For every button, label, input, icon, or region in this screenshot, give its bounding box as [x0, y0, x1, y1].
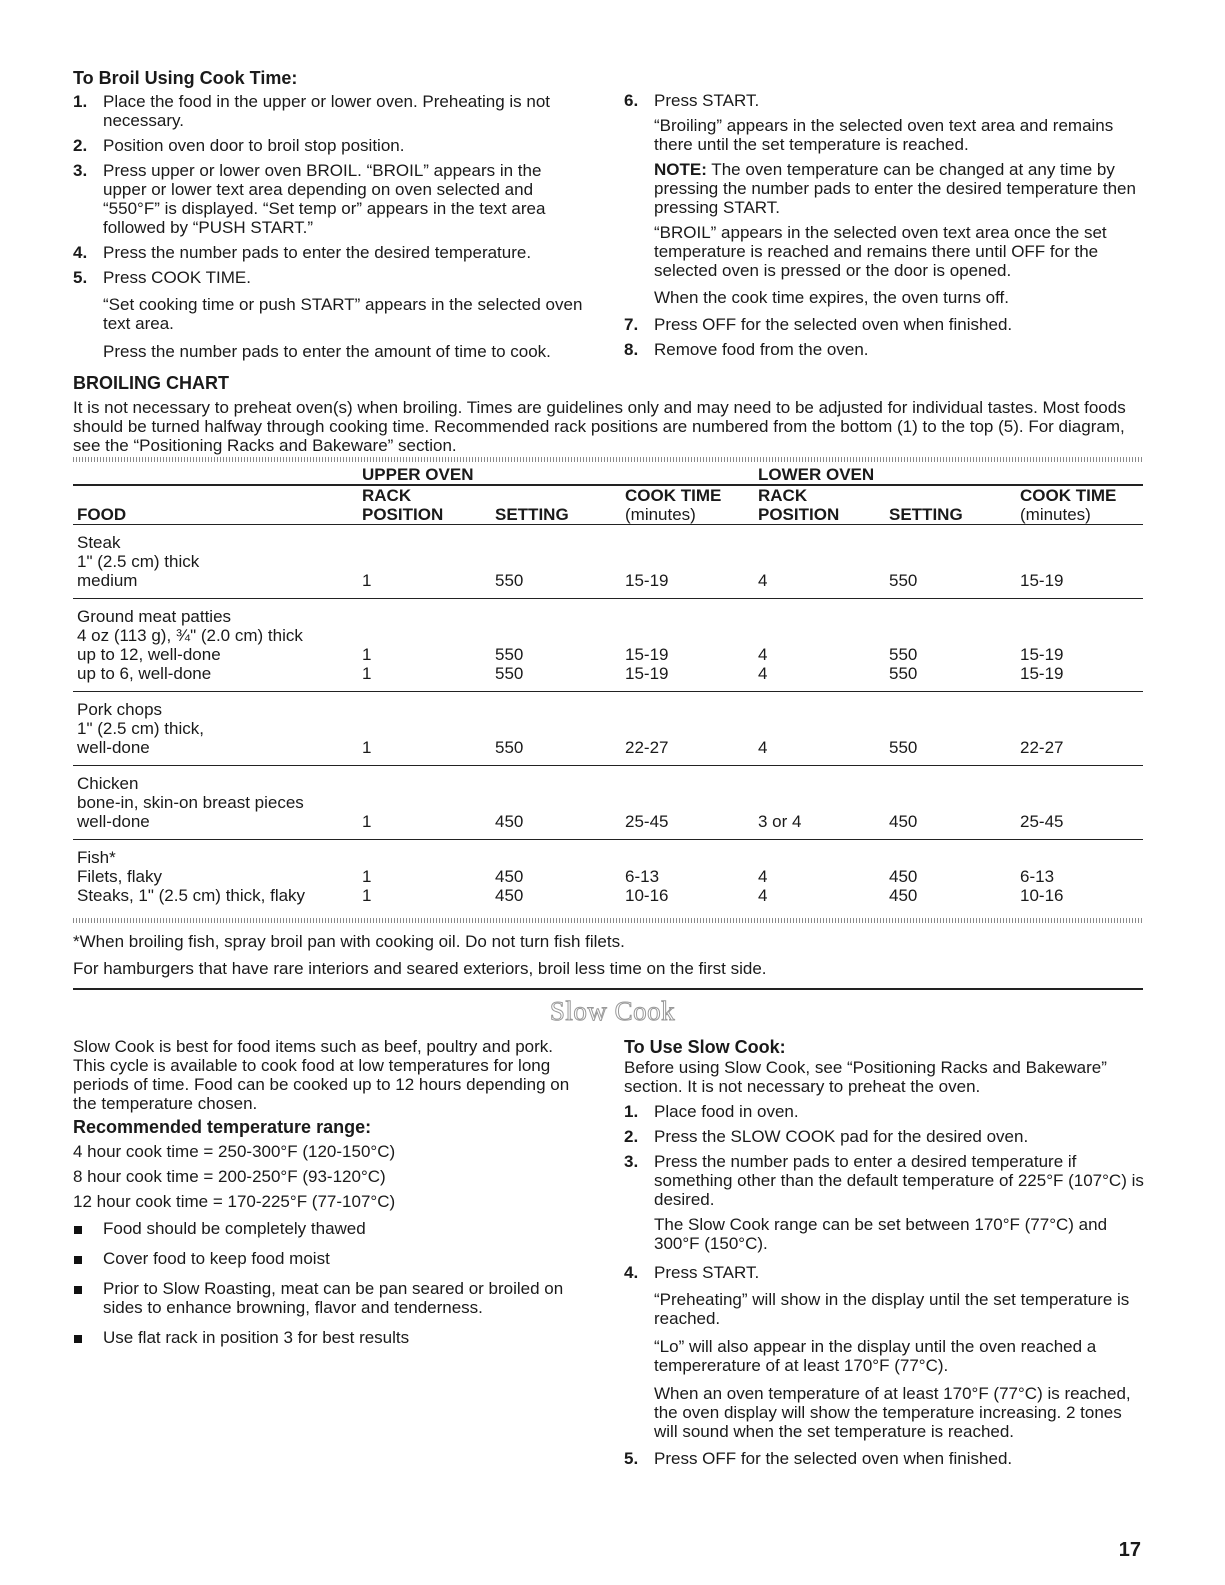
lower-setting-cell [885, 626, 1016, 645]
step-number: 2. [73, 136, 88, 155]
step-number: 8. [624, 340, 639, 359]
upper-setting-cell: 550 [495, 645, 524, 664]
broil-step-3 [73, 161, 583, 237]
upper-setting-cell: 450 [495, 886, 524, 905]
food-group [73, 599, 1143, 692]
step-number: 4. [73, 243, 88, 262]
food-name: Chicken [77, 774, 139, 793]
chart-footnotes [73, 932, 767, 986]
upper-cook-time-cell [621, 626, 754, 645]
upper-cook-time-cell: 22-27 [621, 738, 754, 766]
table-row [73, 867, 1143, 886]
upper-cook-time-cell: 25-45 [621, 812, 754, 840]
note [654, 160, 1144, 217]
range-8-hour: 8 hour cook time = 200-250°F (93-120°C) [73, 1167, 386, 1186]
upper-cook-time-cell: 6-13 [625, 867, 660, 886]
upper-rack-cell: 1 [362, 645, 372, 664]
lower-rack-cell: 4 [758, 645, 768, 664]
upper-cook-time-cell [621, 793, 754, 812]
lower-rack-cell: 4 [754, 571, 885, 599]
upper-rack-cell: 1 [358, 571, 491, 599]
step-paragraph: “Preheating” will show in the display until the set temperature is reached. [654, 1290, 1130, 1328]
step-number: 6. [624, 91, 639, 110]
slow-step-2 [624, 1127, 1144, 1146]
upper-rack-cell: 1 [362, 867, 372, 886]
slow-step-3 [624, 1152, 1144, 1253]
step-text: Place the food in the upper or lower oven. Preheating is not necessary. [103, 92, 551, 130]
footnote-fish: *When broiling fish, spray broil pan with cooking oil. Do not turn fish filets. [73, 932, 625, 951]
upper-oven-header: UPPER OVEN [362, 465, 474, 484]
lower-cook-time-cell [1016, 552, 1143, 571]
range-4-hour: 4 hour cook time = 250-300°F (120-150°C) [73, 1142, 396, 1161]
col-food: FOOD [73, 486, 358, 525]
lower-rack-cell [754, 626, 885, 645]
lower-setting-cell: 450 [889, 867, 918, 886]
step-text: Press COOK TIME. [103, 268, 251, 287]
upper-setting-cell [491, 719, 621, 738]
table-row [73, 664, 1143, 692]
food-detail: 1" (2.5 cm) thick, [77, 719, 204, 738]
col-lower-cook-time: COOK TIME (minutes) [1016, 486, 1143, 525]
food-detail: 1" (2.5 cm) thick [77, 552, 200, 571]
lower-setting-cell: 550 [885, 738, 1016, 766]
upper-cook-time-cell [621, 552, 754, 571]
table-row [73, 886, 1143, 913]
table-row [73, 738, 1143, 766]
upper-rack-cell: 1 [358, 738, 491, 766]
table-row [73, 571, 1143, 599]
food-group-header-row [73, 766, 1143, 794]
lower-cook-time-cell: 10-16 [1020, 886, 1064, 905]
upper-cook-time-cell: 10-16 [625, 886, 669, 905]
upper-setting-cell [491, 552, 621, 571]
step-text: Press the number pads to enter the desired temperature. [103, 243, 532, 262]
lower-setting-cell: 450 [885, 812, 1016, 840]
col-upper-cook-time: COOK TIME (minutes) [621, 486, 754, 525]
lower-rack-cell [754, 793, 885, 812]
upper-setting-cell [491, 626, 621, 645]
upper-setting-cell: 450 [495, 867, 524, 886]
lower-rack-cell: 4 [758, 867, 768, 886]
upper-cook-time-cell: 15-19 [621, 571, 754, 599]
food-detail: 4 oz (113 g), ¾" (2.0 cm) thick [77, 626, 303, 645]
step-paragraph: “Set cooking time or push START” appears in the selected oven text area. [103, 295, 583, 333]
lower-rack-cell: 4 [758, 886, 768, 905]
step-text: Press upper or lower oven BROIL. “BROIL” appears in the upper or lower text area depending on oven selected and “550°F” is displayed. “Set temp or” appears in the text area followed by “PUSH START.” [103, 161, 546, 237]
step-number: 1. [624, 1102, 639, 1121]
lower-setting-cell [885, 552, 1016, 571]
table-header-spacer [73, 465, 358, 485]
upper-rack-cell: 1 [362, 886, 372, 905]
food-detail: Filets, flaky [77, 867, 163, 886]
lower-oven-header: LOWER OVEN [758, 465, 875, 484]
broil-step-5 [73, 268, 583, 361]
food-name: Steak [77, 533, 121, 552]
broil-step-1 [73, 92, 583, 130]
lower-cook-time-cell: 22-27 [1016, 738, 1143, 766]
section-divider [73, 988, 1143, 990]
step-number: 5. [624, 1449, 639, 1468]
food-group [73, 840, 1143, 914]
food-group [73, 766, 1143, 840]
step-number: 1. [73, 92, 88, 111]
lower-cook-time-cell [1016, 626, 1143, 645]
slow-step-1 [624, 1102, 1144, 1121]
food-name: Ground meat patties [77, 607, 232, 626]
lower-cook-time-cell: 25-45 [1016, 812, 1143, 840]
food-group-header-row [73, 599, 1143, 627]
lower-rack-cell: 4 [754, 664, 885, 692]
col-lower-setting: SETTING [885, 486, 1016, 525]
upper-rack-cell: 1 [358, 664, 491, 692]
step-text: Press OFF for the selected oven when finished. [654, 1449, 1013, 1468]
lower-rack-cell: 4 [754, 738, 885, 766]
food-group [73, 525, 1143, 599]
page-number: 17 [1118, 1539, 1141, 1561]
step-text: Press START. [654, 1263, 760, 1282]
step-paragraph: When an oven temperature of at least 170°F (77°C) is reached, the oven display will show the temperature increasing. 2 tones will sound when the set temperature is reached. [654, 1384, 1131, 1441]
slow-cook-right [624, 1037, 1144, 1474]
slow-cook-left [73, 1037, 588, 1358]
broil-step-4 [73, 243, 583, 262]
slow-cook-intro: Slow Cook is best for food items such as beef, poultry and pork. This cycle is available to cook food at low temperatures for long periods of time. Food can be cooked up to 12 hours depending on the temperature chosen. [73, 1037, 570, 1113]
lower-rack-cell: 3 or 4 [754, 812, 885, 840]
food-detail: up to 6, well-done [73, 664, 358, 692]
upper-setting-cell: 550 [491, 738, 621, 766]
food-name: Pork chops [77, 700, 163, 719]
dotted-divider [73, 918, 1143, 923]
upper-cook-time-cell: 15-19 [625, 645, 669, 664]
dotted-divider [73, 457, 1143, 462]
broil-step-2 [73, 136, 583, 155]
upper-setting-cell: 550 [491, 571, 621, 599]
lower-setting-cell: 550 [885, 664, 1016, 692]
broiling-chart-title: BROILING CHART [73, 373, 229, 393]
step-paragraph: Press the number pads to enter the amount of time to cook. [103, 342, 551, 361]
step-text: Press START. [654, 91, 760, 110]
upper-setting-cell: 450 [491, 812, 621, 840]
slow-step-4 [624, 1263, 1144, 1441]
step-text: Press the number pads to enter a desired temperature if something other than the default temperature of 225°F (107°C) is desired. [654, 1152, 1144, 1209]
lower-cook-time-cell: 15-19 [1020, 645, 1064, 664]
lower-setting-cell: 550 [889, 645, 918, 664]
broil-steps-right [624, 91, 1144, 365]
step-paragraph: “BROIL” appears in the selected oven text area once the set temperature is reached and remains there until OFF for the selected oven is pressed or the door is opened. [654, 223, 1107, 280]
col-upper-rack: RACK POSITION [358, 486, 491, 525]
lower-setting-cell [885, 793, 1016, 812]
col-lower-rack: RACK POSITION [754, 486, 885, 525]
food-group-header-row [73, 525, 1143, 553]
step-paragraph: “Broiling” appears in the selected oven text area and remains there until the set temperature is reached. [654, 116, 1114, 154]
lower-cook-time-cell [1016, 793, 1143, 812]
step-paragraph: The Slow Cook range can be set between 170°F (77°C) and 300°F (150°C). [654, 1215, 1108, 1253]
food-detail: bone-in, skin-on breast pieces [77, 793, 304, 812]
step-number: 3. [73, 161, 88, 180]
col-upper-setting: SETTING [491, 486, 621, 525]
bullet-item: Food should be completely thawed [73, 1219, 588, 1238]
step-number: 2. [624, 1127, 639, 1146]
table-row [73, 645, 1143, 664]
lower-cook-time-cell [1016, 719, 1143, 738]
food-detail: Steaks, 1" (2.5 cm) thick, flaky [77, 886, 306, 905]
lower-rack-cell [754, 719, 885, 738]
lower-setting-cell: 550 [885, 571, 1016, 599]
step-text: Place food in oven. [654, 1102, 799, 1121]
slow-cook-title: Slow Cook [549, 996, 676, 1026]
lower-cook-time-cell: 15-19 [1016, 664, 1143, 692]
upper-rack-cell [358, 719, 491, 738]
note-text: The oven temperature can be changed at any time by pressing the number pads to enter the desired temperature then pressing START. [654, 160, 1136, 217]
bullet-item: Use flat rack in position 3 for best results [73, 1328, 588, 1347]
lower-cook-time-cell: 15-19 [1016, 571, 1143, 599]
upper-setting-cell [491, 793, 621, 812]
lower-setting-cell: 450 [889, 886, 918, 905]
range-12-hour: 12 hour cook time = 170-225°F (77-107°C) [73, 1192, 396, 1211]
food-group [73, 692, 1143, 766]
upper-rack-cell: 1 [358, 812, 491, 840]
food-name: Fish* [77, 848, 116, 867]
lower-rack-cell [754, 552, 885, 571]
step-number: 5. [73, 268, 88, 287]
broiling-chart-intro: It is not necessary to preheat oven(s) when broiling. Times are guidelines only and may need to be adjusted for individual tastes. Most foods should be turned halfway through cooking time. Recommended rack positions are numbered from the bottom (1) to the top (5). For diagram, see the “Positioning Racks and Bakeware” section. [73, 398, 1126, 455]
step-text: Press the SLOW COOK pad for the desired oven. [654, 1127, 1029, 1146]
note-label: NOTE: [654, 160, 707, 179]
step-number: 3. [624, 1152, 639, 1171]
food-detail: well-done [73, 812, 358, 840]
broil-steps-left [73, 68, 583, 367]
step-number: 4. [624, 1263, 639, 1282]
upper-setting-cell: 550 [491, 664, 621, 692]
use-slow-cook-intro: Before using Slow Cook, see “Positioning Racks and Bakeware” section. It is not necessary to preheat the oven. [624, 1058, 1107, 1096]
step-number: 7. [624, 315, 639, 334]
table-row [73, 552, 1143, 571]
table-row [73, 626, 1143, 645]
use-slow-cook-heading: To Use Slow Cook: [624, 1037, 786, 1057]
upper-rack-cell [358, 793, 491, 812]
food-group-header-row [73, 692, 1143, 720]
bullet-item: Cover food to keep food moist [73, 1249, 588, 1268]
slow-step-5 [624, 1449, 1144, 1468]
upper-rack-cell [358, 626, 491, 645]
step-text: Position oven door to broil stop position. [103, 136, 405, 155]
upper-cook-time-cell: 15-19 [621, 664, 754, 692]
table-row [73, 812, 1143, 840]
broil-step-7 [624, 315, 1144, 334]
upper-cook-time-cell [621, 719, 754, 738]
broil-step-6 [624, 91, 1144, 307]
footnote-hamburgers: For hamburgers that have rare interiors and seared exteriors, broil less time on the first side. [73, 959, 767, 978]
food-detail: up to 12, well-done [77, 645, 221, 664]
bullet-item: Prior to Slow Roasting, meat can be pan seared or broiled on sides to enhance browning, flavor and tenderness. [73, 1279, 588, 1317]
upper-rack-cell [358, 552, 491, 571]
lower-setting-cell [885, 719, 1016, 738]
step-paragraph: “Lo” will also appear in the display until the oven reached a tempererature of at least 170°F (77°C). [654, 1337, 1097, 1375]
food-detail: well-done [73, 738, 358, 766]
food-group-header-row [73, 840, 1143, 868]
step-text: Remove food from the oven. [654, 340, 869, 359]
lower-cook-time-cell: 6-13 [1020, 867, 1055, 886]
food-detail: medium [73, 571, 358, 599]
table-row [73, 793, 1143, 812]
step-text: Press OFF for the selected oven when finished. [654, 315, 1013, 334]
broil-cook-time-heading: To Broil Using Cook Time: [73, 68, 298, 88]
temperature-range-heading: Recommended temperature range: [73, 1117, 372, 1137]
broiling-chart-table [73, 465, 1143, 913]
table-row [73, 719, 1143, 738]
step-paragraph: When the cook time expires, the oven turns off. [654, 288, 1009, 307]
broil-step-8 [624, 340, 1144, 359]
